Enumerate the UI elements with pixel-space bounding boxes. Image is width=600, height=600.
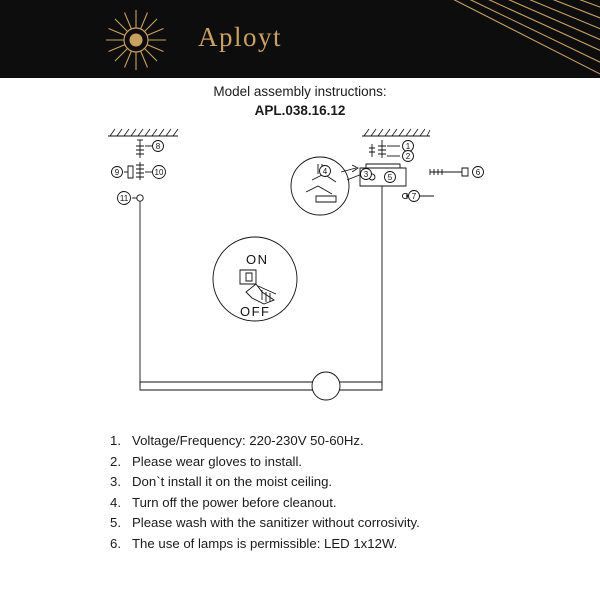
svg-text:9: 9	[114, 168, 120, 177]
switch-on-label: ON	[246, 252, 269, 267]
svg-text:3: 3	[363, 170, 369, 179]
note-number: 2.	[110, 453, 121, 469]
note-text: Please wear gloves to install.	[132, 453, 303, 469]
note-text: Please wash with the sanitizer without corrosivity.	[132, 515, 420, 530]
callout-11	[118, 192, 131, 205]
callout-7	[409, 191, 420, 202]
svg-text:7: 7	[411, 192, 417, 201]
svg-text:11: 11	[119, 194, 129, 203]
note-number: 1.	[110, 433, 121, 448]
notes-list	[110, 432, 530, 555]
sunburst-rays-icon	[372, 0, 600, 78]
list-item	[110, 432, 530, 449]
assembly-diagram-svg	[0, 124, 600, 424]
page-title: Model assembly instructions:	[213, 84, 387, 99]
svg-text:2: 2	[405, 152, 411, 161]
svg-text:10: 10	[154, 168, 164, 177]
note-number: 5.	[110, 515, 121, 530]
assembly-diagram	[0, 124, 600, 424]
header-banner	[0, 0, 600, 78]
svg-text:8: 8	[155, 142, 161, 151]
note-text: Voltage/Frequency: 220-230V 50-60Hz.	[132, 433, 364, 448]
callout-9	[112, 167, 123, 178]
list-item	[110, 535, 530, 552]
callout-6	[473, 167, 484, 178]
note-text: Don`t install it on the moist ceiling.	[132, 474, 333, 489]
callout-2	[403, 151, 414, 162]
list-item	[110, 494, 530, 511]
callout-8	[153, 141, 164, 152]
note-text: The use of lamps is permissible: LED 1x12W.	[132, 535, 398, 551]
model-code: APL.038.16.12	[254, 103, 346, 118]
callout-10	[153, 166, 166, 179]
svg-text:5: 5	[387, 173, 393, 182]
brand-wordmark: Aployt	[198, 22, 283, 52]
note-number: 3.	[110, 474, 121, 489]
callout-5	[385, 172, 396, 183]
note-text: Turn off the power before cleanout.	[132, 494, 337, 510]
callout-1	[403, 141, 414, 152]
callout-3	[361, 169, 372, 180]
svg-text:1: 1	[405, 142, 411, 151]
svg-text:4: 4	[322, 167, 328, 176]
switch-off-label: OFF	[240, 304, 271, 319]
list-item	[110, 473, 530, 490]
note-number: 6.	[110, 535, 121, 551]
svg-text:6: 6	[475, 168, 481, 177]
note-number: 4.	[110, 494, 121, 510]
sunburst-medallion-icon	[104, 8, 168, 72]
list-item	[110, 453, 530, 470]
callout-4	[320, 166, 331, 177]
list-item	[110, 514, 530, 531]
